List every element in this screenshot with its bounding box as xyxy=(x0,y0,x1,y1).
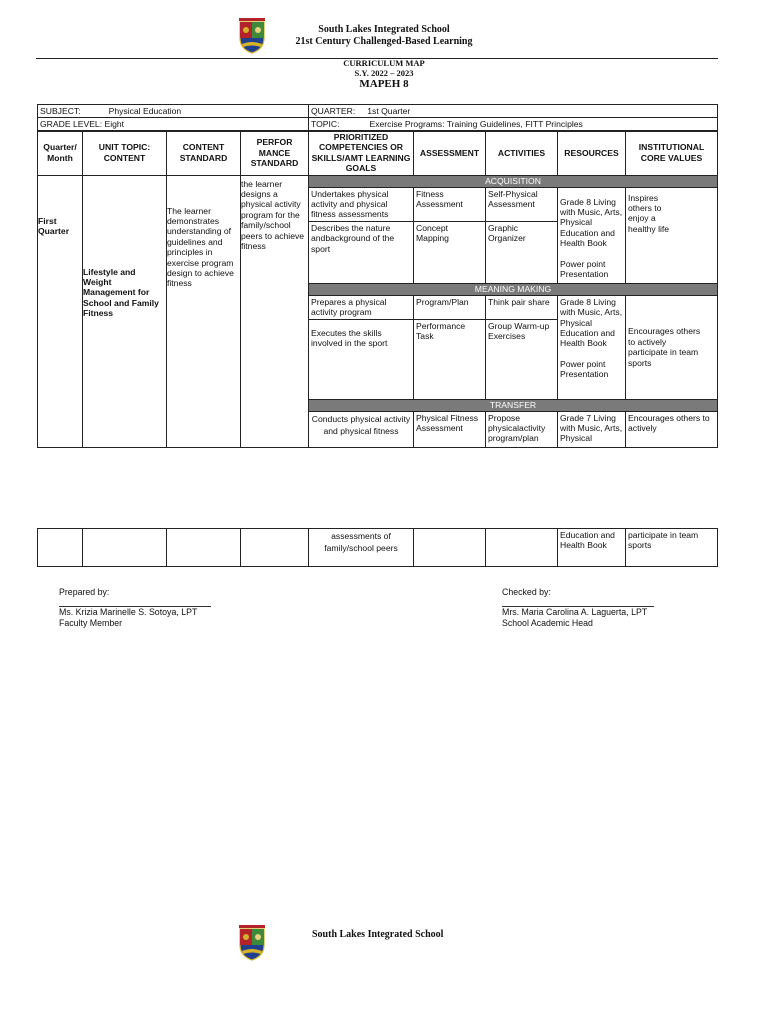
acq-act-1: Self-Physical Assessment xyxy=(486,187,558,221)
band-acquisition: ACQUISITION xyxy=(309,175,718,187)
checked-block xyxy=(502,587,654,629)
acq-values xyxy=(626,187,718,283)
acq-comp-1: Undertakes physical activity and physical fitness assessments xyxy=(309,187,414,221)
continued-table xyxy=(37,528,718,567)
subject-cell xyxy=(38,105,309,118)
quarter-value: 1st Quarter xyxy=(367,106,411,116)
checked-label: Checked by: xyxy=(502,587,551,597)
school-name: South Lakes Integrated School xyxy=(318,24,450,35)
school-logo-page-2 xyxy=(237,925,267,961)
quarter-value: First Quarter xyxy=(38,215,70,237)
curriculum-table xyxy=(37,130,718,448)
tr-values-b: participate in team sports xyxy=(626,529,718,567)
grade-value: Eight xyxy=(104,119,125,130)
col-quarter: Quarter/ Month xyxy=(38,131,83,176)
mm-resources xyxy=(558,295,626,399)
tr-res-b: Education and Health Book xyxy=(558,529,626,567)
topic-value: Exercise Programs: Training Guidelines, FITT Principles xyxy=(369,119,583,130)
mm-values-text: Encourages others to actively participate in team sports xyxy=(628,326,701,368)
cont-empty-3 xyxy=(167,529,241,567)
mm-res-1: Grade 8 Living with Music, Arts, Physical Education and Health Book xyxy=(560,296,623,349)
acq-comp-2: Describes the nature andbackground of the sport xyxy=(309,221,414,283)
acq-res-1: Grade 8 Living with Music, Arts, Physical Education and Health Book xyxy=(560,196,623,249)
col-core-values: INSTITUTIONAL CORE VALUES xyxy=(626,131,718,176)
mm-res-2: Power point Presentation xyxy=(560,358,609,380)
school-name-page-2: South Lakes Integrated School xyxy=(312,929,444,940)
info-table xyxy=(37,104,718,132)
tr-act: Propose physicalactivity program/plan xyxy=(486,411,558,447)
performance-standard-value: the learner designs a physical activity program for the family/school peers to achieve fitness xyxy=(241,178,305,252)
prepared-label: Prepared by: xyxy=(59,587,110,597)
col-assessment: ASSESSMENT xyxy=(414,131,486,176)
acq-values-text: Inspires others to enjoy a healthy life xyxy=(628,192,670,234)
continued-row xyxy=(38,529,718,567)
school-tagline: 21st Century Challenged-Based Learning xyxy=(295,36,473,47)
quarter-cell xyxy=(309,105,718,118)
tr-comp-b: assessments of family/school peers xyxy=(309,529,414,567)
acq-res-2: Power point Presentation xyxy=(560,258,609,280)
topic-label: TOPIC: xyxy=(311,119,340,130)
prepared-name: Ms. Krizia Marinelle S. Sotoya, LPT xyxy=(59,607,198,617)
tr-assess: Physical Fitness Assessment xyxy=(414,411,486,447)
doc-type: CURRICULUM MAP xyxy=(343,58,425,68)
performance-standard-cell xyxy=(241,175,309,447)
tr-values-a: Encourages others to actively xyxy=(626,411,718,447)
mm-assess-2: Performance Task xyxy=(414,319,486,399)
acq-act-2: Graphic Organizer xyxy=(486,221,558,283)
checked-role: School Academic Head xyxy=(502,618,593,628)
prepared-role: Faculty Member xyxy=(59,618,123,628)
subject-label: SUBJECT: xyxy=(40,106,81,116)
mm-comp-1: Prepares a physical activity program xyxy=(309,295,414,319)
tr-comp-a: Conducts physical activity and physical fitness xyxy=(309,411,414,447)
doc-title: MAPEH 8 xyxy=(359,78,409,90)
checked-name: Mrs. Maria Carolina A. Laguerta, LPT xyxy=(502,607,648,617)
unit-topic-cell xyxy=(83,175,167,447)
grade-label: GRADE LEVEL: xyxy=(40,119,103,130)
quarter-cell-body xyxy=(38,175,83,447)
col-competencies: PRIORITIZED COMPETENCIES OR SKILLS/AMT LEARNING GOALS xyxy=(309,131,414,176)
cont-empty-1 xyxy=(38,529,83,567)
col-content-standard: CONTENT STANDARD xyxy=(167,131,241,176)
prepared-block xyxy=(59,587,211,629)
mm-act-1: Think pair share xyxy=(486,295,558,319)
subject-value: Physical Education xyxy=(108,106,182,116)
header-row xyxy=(38,131,718,176)
mm-comp-2: Executes the skills involved in the sport xyxy=(309,319,414,399)
mm-values xyxy=(626,295,718,399)
cont-empty-2 xyxy=(83,529,167,567)
mm-act-2: Group Warm-up Exercises xyxy=(486,319,558,399)
content-standard-value: The learner demonstrates understanding of guidelines and principles in exercise program design to achieve fitness xyxy=(167,205,234,289)
cont-empty-7 xyxy=(486,529,558,567)
unit-topic-value: Lifestyle and Weight Management for School and Family Fitness xyxy=(83,266,159,319)
acq-resources xyxy=(558,187,626,283)
col-resources: RESOURCES xyxy=(558,131,626,176)
band-meaning-making: MEANING MAKING xyxy=(309,283,718,295)
col-unit-topic: UNIT TOPIC: CONTENT xyxy=(83,131,167,176)
col-performance-standard: PERFOR MANCE STANDARD xyxy=(241,131,309,176)
col-activities: ACTIVITIES xyxy=(486,131,558,176)
acq-assess-2: Concept Mapping xyxy=(414,221,486,283)
mm-assess-1: Program/Plan xyxy=(414,295,486,319)
acq-assess-1: Fitness Assessment xyxy=(414,187,486,221)
quarter-label: QUARTER: xyxy=(311,106,356,116)
band-transfer: TRANSFER xyxy=(309,399,718,411)
cont-empty-6 xyxy=(414,529,486,567)
school-year: S.Y. 2022 – 2023 xyxy=(354,68,414,78)
cont-empty-4 xyxy=(241,529,309,567)
content-standard-cell xyxy=(167,175,241,447)
tr-res-a: Grade 7 Living with Music, Arts, Physical xyxy=(558,411,626,447)
